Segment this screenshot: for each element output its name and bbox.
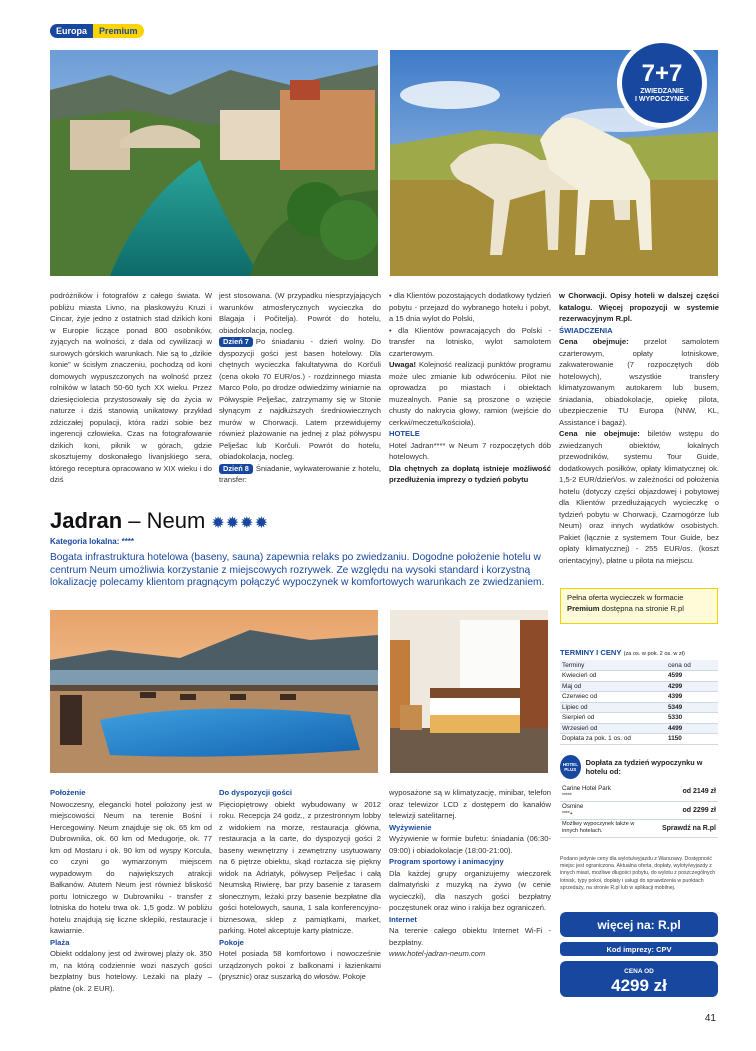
tour-type-badge (617, 38, 707, 128)
hotel-desc-column-3 (389, 787, 551, 960)
table-cell: Kwiecień od (560, 671, 666, 682)
table-cell: 4299 (666, 681, 718, 692)
extension-text-cont: w Chorwacji. Opisy hoteli w dalszej części katalogu. Więcej propozycji w systemie rezerwacyjnym R.pl. (559, 291, 719, 323)
note-line2: dostępna na stronie R.pl (601, 603, 684, 613)
table-row (560, 819, 718, 837)
table-row (560, 692, 718, 703)
rooms-text: Hotel posiada 58 komfortowo i nowocześnie urządzonych pokoi z balkonami i łazienkami (prysznic) oraz suszarką do włosów. Pokoje (219, 949, 381, 981)
table-cell: Czerwiec od (560, 692, 666, 703)
badge-line1: ZWIEDZANIE (640, 88, 684, 95)
program-column-1 (50, 290, 212, 486)
table-cell: 5330 (666, 713, 718, 724)
program-text: jest stosowana. (W przypadku niesprzyjających warunków atmosferycznych wycieczka do Blagaja i Počitelja). Powrót do hotelu, obiadokolacja, nocleg. (219, 291, 381, 335)
terms-title: TERMINY I CENY (560, 648, 622, 657)
premium-offer-note (560, 588, 718, 624)
hotel-stars: ✹✹✹✹ (211, 515, 269, 532)
note-line1: Pełna oferta wycieczek w formacie (567, 593, 684, 602)
upgrade-price: od 2299 zł (650, 801, 718, 819)
price-from-value: 4299 zł (611, 976, 667, 995)
table-cell: Maj od (560, 681, 666, 692)
notice-label: Uwaga! (389, 360, 417, 369)
day-7-label: Dzień 7 (219, 337, 253, 347)
beach-text: Obiekt oddalony jest od żwirowej plaży ok. 350 m, na którą codziennie wozi naszych gości bezpłatny bus hotelowy. Leżaki na plaży – płatne (ok. 2 EUR). (50, 949, 212, 993)
hotel-room-photo (390, 610, 548, 773)
hotel-intro: Bogata infrastruktura hotelowa (baseny, sauna) zapewnia relaks po zwiedzaniu. Dogodne położenie hotelu w centrum Neum umożliwia korzystanie z miejscowych rozrywek. Ze względu na wysoki standard i korzystną lokalizację polecamy klientom pragnącym połączyć wypoczynek w komfortowych warunkach ze zwiedzaniem. (50, 552, 545, 589)
table-cell: Dopłata za pok. 1 os. od (560, 734, 666, 745)
title-separator: – (128, 508, 141, 533)
program-column-2 (219, 290, 381, 486)
badge-line2: I WYPOCZYNEK (634, 96, 690, 103)
table-cell: 4499 (666, 723, 718, 734)
day-8-label: Dzień 8 (219, 464, 253, 474)
price-includes-label: Cena obejmuje: (559, 337, 629, 346)
upgrade-hotel-stars: ****+ (562, 811, 573, 817)
table-row (560, 801, 718, 819)
animation-text: Dla każdej grupy organizujemy wieczorek dalmatyński z muzyką na żywo (w cenie wycieczki), dla naszych gości bezpłatny poczęstunek oraz wino i rakija bez ograniczeń. (389, 868, 551, 912)
facilities-text: Pięciopiętrowy obiekt wybudowany w 2012 roku. Recepcja 24 godz., z przestronnym lobby z widokiem na morze, restauracja główna, restauracja a la carte, do dyspozycji gości 2 baseny wewnętrzny i zewnętrzny usytuowany na 6 piętrze obiektu, skąd roztacza się piękny widok na Adriatyk, półwysep Pelješac i całą Neumską Riwierę, bar przy basenie z tarasem słonecznym, leżaki przy basenie bezpłatne dla gości hotelowych, sauna, 1 sala konferencyjno-biznesowa, sklep z pamiątkami, market, parking. Hotel akceptuje karty płatnicze. (219, 799, 381, 935)
location-text: Nowoczesny, elegancki hotel położony jest w miejscowości Neum na terenie Bośni i Hercegowiny. Neum znajduje się ok. 65 km od Dubrownika, ok. 60 km od Medugorje, ok. 77 km od Mostaru i ok. 90 km od wyspy Korcula, co czyni go wymarzonym miejscem wypadowym do największych atrakcji Bałkanów. Atutem Neum jest również bliskość portu lotniczego w Dubrowniku - transfer z lotniska do hotelu trwa ok. 1,5 godz. W pobliżu hotelu znajdują się liczne sklepiki, restauracje i kawiarnie. (50, 799, 212, 935)
price-excludes-text: biletów wstępu do zwiedzanych obiektów, lokalnych przewodników, systemu Tour Guide, dodatkowych posiłków, opłaty klimatycznej ok. 1,5-2 EUR/dzień/os. w zależności od położenia hotelu (dotyczy części objazdowej i pobytowej dla Klientów przedłużających wycieczkę o tydzień pobytu w Chorwacji, Czarnogórze lub Neum) oraz innych wydatków osobistych. Pakiet (łącznie z systemem Tour Guide, bez opłaty klimatycznej) - 255 EUR/os. (koszt orientacyjny), płatne u pilota na miejscu. (559, 429, 719, 565)
transfer-option-2: • dla Klientów powracających do Polski - transfer na lotnisko, wylot samolotem czarterowym. (389, 325, 551, 358)
table-cell: Terminy (560, 660, 666, 671)
more-on-rpl-button[interactable]: więcej na: R.pl (560, 912, 718, 937)
hotel-desc-column-2 (219, 787, 381, 983)
rooms-text-cont: wyposażone są w klimatyzację, minibar, telefon oraz telewizor LCD z dostępem do kanałów telewizji satelitarnej. (389, 788, 551, 820)
hotel-website-link[interactable]: www.hotel-jadran-neum.com (389, 949, 486, 958)
table-row (560, 783, 718, 801)
table-row (560, 723, 718, 734)
table-row (560, 702, 718, 713)
hotel-name: Jadran (50, 508, 123, 533)
transfer-option-1: • dla Klientów pozostających dodatkowy tydzień pobytu - przejazd do wybranego hotelu i pobyt, a 15 dnia wylot do Polski, (389, 291, 551, 323)
table-cell: Wrzesień od (560, 723, 666, 734)
day-7-text: Po śniadaniu - dzień wolny. Do dyspozycji gości jest basen hotelowy. Dla chętnych wycieczka fakultatywna do Korčuli (cena około 70 EUR/os.) - rozdzinnego miasta Marco Polo, po drodze odwiedzimy winiarnie na Półwyspie Pelješac, zatrzymamy się w Stonie słynącym z najdłuższych średniowiecznych murów w Chorwacji. Latem przewidujemy również plażowanie na jednej z plaż półwyspu Pelješac lub Korčuli. Powrót do hotelu, obiadokolacja, nocleg. (219, 337, 381, 461)
terms-subtitle: (za os. w pok. 2 os. w zł) (623, 651, 685, 657)
note-premium: Premium (567, 603, 600, 613)
hotel-upgrade-panel (560, 754, 718, 838)
meals-text: Wyżywienie w formie bufetu: śniadania (06:30-09:00) i obiadokolacje (18:00-21:00). (389, 834, 551, 855)
upgrade-title: Dopłata za tydzień wypoczynku w hotelu od: (585, 758, 703, 776)
table-row (560, 681, 718, 692)
hotels-text: Hotel Jadran**** w Neum 7 rozpoczętych dób hotelowych. (389, 440, 551, 461)
upgrade-hotel-name: Osmine (562, 803, 584, 810)
extension-text: Dla chętnych za dopłatą istnieje możliwość przedłużenia imprezy o tydzień pobytu (389, 463, 551, 484)
hotel-plus-icon: HOTEL PLUS (560, 755, 581, 779)
local-category: Kategoria lokalna: **** (50, 537, 135, 546)
hotel-place: Neum (146, 508, 206, 533)
price-from-box (560, 961, 718, 997)
internet-heading: Internet (389, 914, 417, 924)
price-table (560, 660, 718, 745)
hotel-title (50, 508, 269, 534)
table-cell: 5349 (666, 702, 718, 713)
region-tag: Europa (50, 24, 93, 38)
fine-print: Podano jedynie ceny dla wylotu/wyjazdu z Warszawy. Dostępność miejsc jest ograniczona. Aktualna oferta, dopłaty, wyloty/wyjazdy z innych miast, możliwe długości pobytu, do wylotu z poszczególnych lotnisk, typy pokoi, dopłaty i usługi do sprawdzenia w punktach sprzedaży, na stronie R.pl lub w aplikacji mobilnej. (560, 856, 716, 891)
price-table-header (560, 660, 718, 671)
table-row (560, 713, 718, 724)
table-cell: cena od (666, 660, 718, 671)
hotel-desc-column-1 (50, 787, 212, 994)
mostar-bridge-photo (50, 50, 378, 276)
badge-number: 7+7 (641, 60, 683, 87)
program-column-4 (559, 290, 719, 566)
table-cell: Lipiec od (560, 702, 666, 713)
table-cell: 1150 (666, 734, 718, 745)
services-heading: ŚWIADCZENIA (559, 325, 613, 335)
program-column-3 (389, 290, 551, 486)
table-cell: 4599 (666, 671, 718, 682)
table-cell: 4399 (666, 692, 718, 703)
upgrade-hotel-name: Możliwy wypoczynek także w innych hotelach. (560, 819, 650, 837)
premium-tag: Premium (93, 24, 144, 38)
rooms-heading: Pokoje (219, 937, 244, 947)
hotel-pool-photo (50, 610, 378, 773)
beach-heading: Plaża (50, 937, 70, 947)
terms-prices-panel (560, 648, 718, 745)
hotels-heading: HOTELE (389, 429, 420, 438)
internet-text: Na terenie całego obiektu Internet Wi-Fi - bezpłatny. (389, 926, 551, 947)
upgrade-price: od 2149 zł (650, 783, 718, 801)
price-from-label: CENA OD (624, 968, 654, 975)
upgrade-hotel-name: Carine Hotel Park (562, 784, 611, 792)
upgrade-table (560, 783, 718, 838)
price-includes-text: przelot samolotem czarterowym, opłaty lotniskowe, zakwaterowanie (7 rozpoczętych dób hotelowych), wszystkie transfery klimatyzowanym autokarem lub busem, śniadania, obiadokolacje, opiekę pilota, ubezpieczenie TU Europa (NNW, KL, Assistance i bagaż). (559, 337, 719, 427)
day-8-text: Śniadanie, wykwaterowanie z hotelu, transfer: (219, 463, 381, 484)
page-number: 41 (704, 1013, 716, 1024)
table-row (560, 671, 718, 682)
location-heading: Położenie (50, 788, 86, 797)
upgrade-price: Sprawdź na R.pl (650, 819, 718, 837)
category-tags (50, 24, 144, 38)
price-excludes-label: Cena nie obejmuje: (559, 429, 640, 438)
animation-heading: Program sportowy i animacyjny (389, 857, 504, 866)
notice-text: Kolejność realizacji punktów programu może ulec zmianie lub odwróceniu. Pilot nie oprowadza po miastach i obiektach muzealnych. Panie są proszone o wzięcie chusty do nakrycia głowy, ramion (wejście do cerkwi/meczetu/kościoła). (389, 360, 551, 427)
facilities-heading: Do dyspozycji gości (219, 788, 293, 797)
table-row (560, 734, 718, 745)
meals-heading: Wyżywienie (389, 822, 432, 832)
tour-code-label: Kod imprezy: CPV (560, 942, 718, 956)
program-text: podróżników i fotografów z całego świata. W pobliżu miasta Livno, na płaskowyżu Kruzi i Cincar, żyje jedno z ostatnich stad dzikich koni w Europie liczące ponad 800 osobników, żyjących na wolności, z dala od cywilizacji w surowych górskich warunkach. Nie są to „dzikie konie” w ścisłym znaczeniu, pochodzą od koni domowych wypuszczonych na wolność przez rolników w latach 50-60 tych XX wieku. Przez dziesięciolecia przystosowały się do życia w naturze i dziś stanowią unikatowy przykład zdziczałej populacji, która radzi sobie bez ingerencji człowieka. Czas na fotografowanie dzikich koni, piknik w górach, gdzie skosztujemy doskonałego livanjskiego sera, którego receptura opracowano w XIX wieku i do dziś (50, 291, 212, 484)
upgrade-hotel-stars: ***** (562, 792, 572, 799)
table-cell: Sierpień od (560, 713, 666, 724)
